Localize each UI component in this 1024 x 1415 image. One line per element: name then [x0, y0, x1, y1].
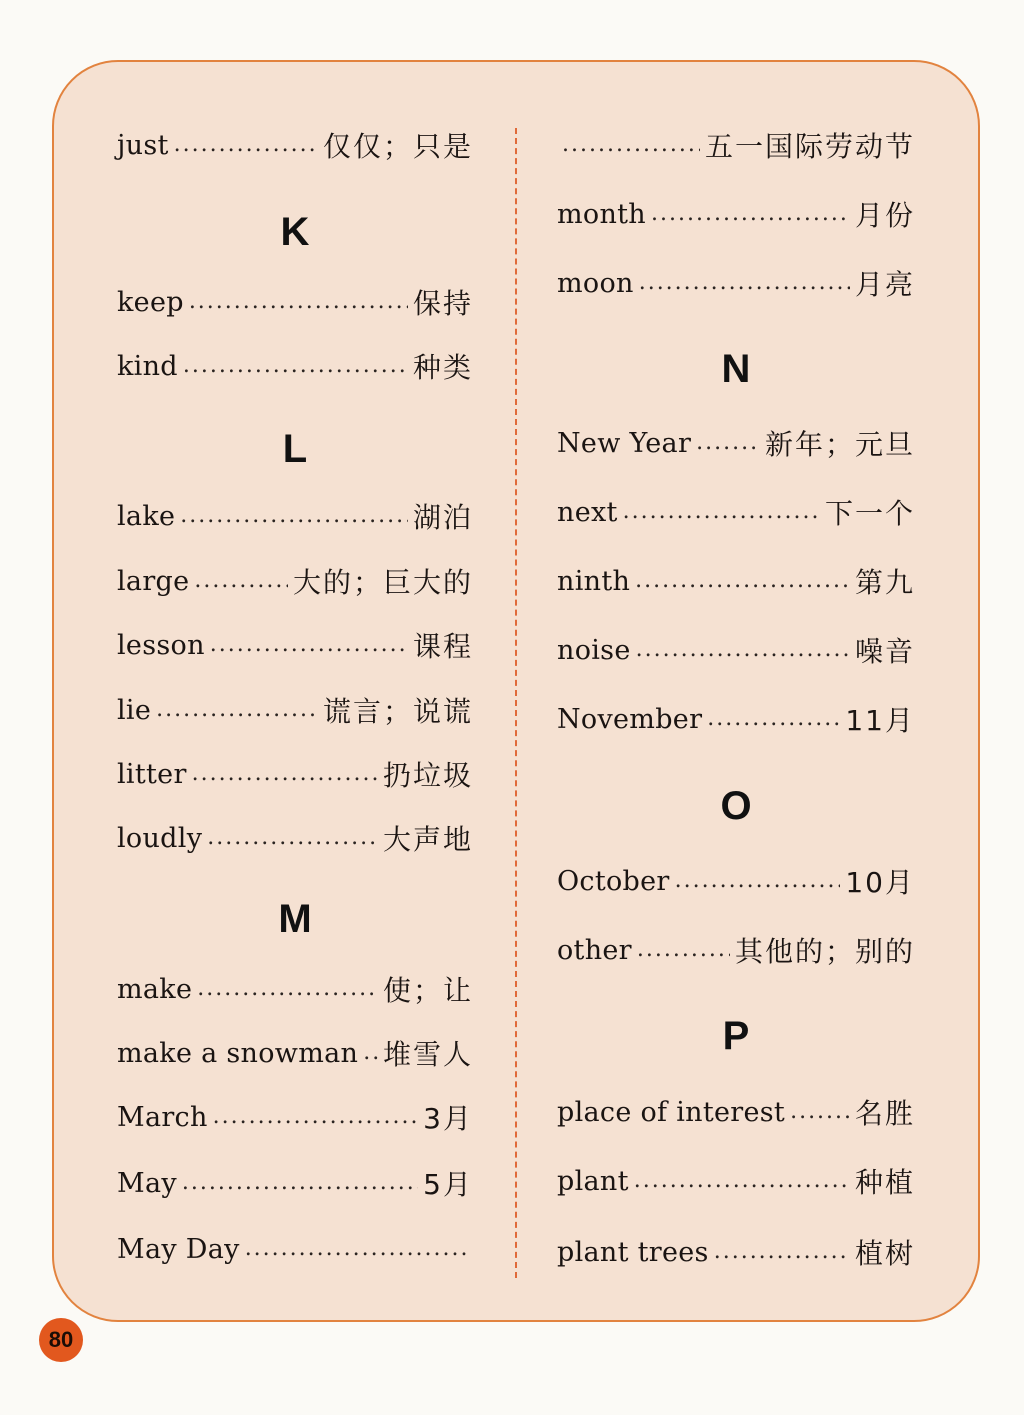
- vocab-entry: [117, 125, 473, 165]
- page-number: 80: [39, 1318, 83, 1362]
- section-letter-m: M: [278, 897, 312, 941]
- section-letter-l: L: [282, 427, 308, 471]
- entry-english: lesson: [117, 629, 205, 661]
- entry-chinese: 五一国际劳动节: [704, 130, 915, 163]
- entry-chinese: 课程: [412, 630, 473, 663]
- entry-english: make a snowman: [117, 1037, 359, 1069]
- column-divider: [515, 128, 517, 1278]
- entry-english: ninth: [557, 565, 631, 597]
- entry-chinese: 其他的；别的: [734, 935, 915, 968]
- entry-english: other: [557, 934, 632, 966]
- entry-chinese: 植树: [854, 1237, 915, 1270]
- vocab-entry: [117, 690, 473, 730]
- vocab-entry: [117, 282, 473, 322]
- entry-english: New Year: [557, 427, 692, 459]
- entry-english: kind: [117, 350, 178, 382]
- vocab-entry: [557, 630, 915, 670]
- entry-chinese: 谎言；说谎: [322, 695, 473, 728]
- entry-chinese: 月亮: [854, 268, 915, 301]
- entry-chinese: 新年；元旦: [764, 428, 915, 461]
- entry-chinese: 3月: [423, 1102, 473, 1135]
- section-letter-n: N: [721, 347, 751, 391]
- vocab-entry: [557, 423, 915, 463]
- entry-chinese: 下一个: [824, 497, 915, 530]
- vocab-entry: [557, 492, 915, 532]
- entry-english: moon: [557, 267, 634, 299]
- entry-english: noise: [557, 634, 631, 666]
- entry-chinese: 噪音: [854, 635, 915, 668]
- entry-chinese: 使；让: [382, 974, 473, 1007]
- entry-chinese: 扔垃圾: [382, 759, 473, 792]
- vocab-entry: [557, 861, 915, 901]
- entry-chinese: 湖泊: [412, 501, 473, 534]
- vocab-entry: [117, 625, 473, 665]
- entry-english: lake: [117, 500, 176, 532]
- entry-english: plant: [557, 1165, 629, 1197]
- entry-english: May: [117, 1167, 177, 1199]
- vocab-entry: [557, 125, 915, 165]
- entry-chinese: 种类: [412, 351, 473, 384]
- vocab-entry: [117, 1033, 473, 1073]
- entry-english: litter: [117, 758, 187, 790]
- entry-english: May Day: [117, 1233, 240, 1265]
- vocab-entry: [557, 699, 915, 739]
- vocab-entry: [557, 1161, 915, 1201]
- vocab-entry: [557, 194, 915, 234]
- entry-english: month: [557, 198, 646, 230]
- entry-chinese: 保持: [412, 287, 473, 320]
- entry-english: make: [117, 973, 193, 1005]
- entry-chinese: 5月: [423, 1168, 473, 1201]
- entry-english: October: [557, 865, 670, 897]
- vocab-entry: [117, 969, 473, 1009]
- entry-english: keep: [117, 286, 184, 318]
- entry-chinese: 种植: [854, 1166, 915, 1199]
- entry-english: next: [557, 496, 618, 528]
- entry-english: place of interest: [557, 1096, 786, 1128]
- entry-chinese: 11月: [845, 704, 915, 737]
- section-letter-p: P: [722, 1014, 750, 1058]
- entry-chinese: 仅仅；只是: [322, 130, 473, 163]
- entry-english: lie: [117, 694, 152, 726]
- vocab-entry: [117, 1097, 473, 1137]
- section-letter-o: O: [720, 784, 752, 828]
- vocab-entry: [117, 818, 473, 858]
- entry-english: plant trees: [557, 1236, 709, 1268]
- entry-chinese: 第九: [854, 566, 915, 599]
- entry-chinese: 月份: [854, 199, 915, 232]
- section-letter-k: K: [280, 210, 310, 254]
- entry-english: November: [557, 703, 703, 735]
- vocab-entry: [117, 346, 473, 386]
- vocab-entry: [117, 1163, 473, 1203]
- entry-chinese: 名胜: [854, 1097, 915, 1130]
- vocab-entry: [117, 754, 473, 794]
- vocab-entry: [117, 496, 473, 536]
- vocab-entry: [557, 561, 915, 601]
- vocab-entry: [117, 1229, 473, 1269]
- vocab-entry: [557, 1232, 915, 1272]
- entry-chinese: 10月: [845, 866, 915, 899]
- entry-english: March: [117, 1101, 208, 1133]
- entry-english: just: [117, 129, 169, 161]
- entry-chinese: 大声地: [382, 823, 473, 856]
- vocab-entry: [117, 561, 473, 601]
- entry-chinese: 大的；巨大的: [292, 566, 473, 599]
- vocab-entry: [557, 1092, 915, 1132]
- vocab-entry: [557, 930, 915, 970]
- vocab-entry: [557, 263, 915, 303]
- entry-english: loudly: [117, 822, 203, 854]
- entry-english: large: [117, 565, 190, 597]
- entry-chinese: 堆雪人: [382, 1038, 473, 1071]
